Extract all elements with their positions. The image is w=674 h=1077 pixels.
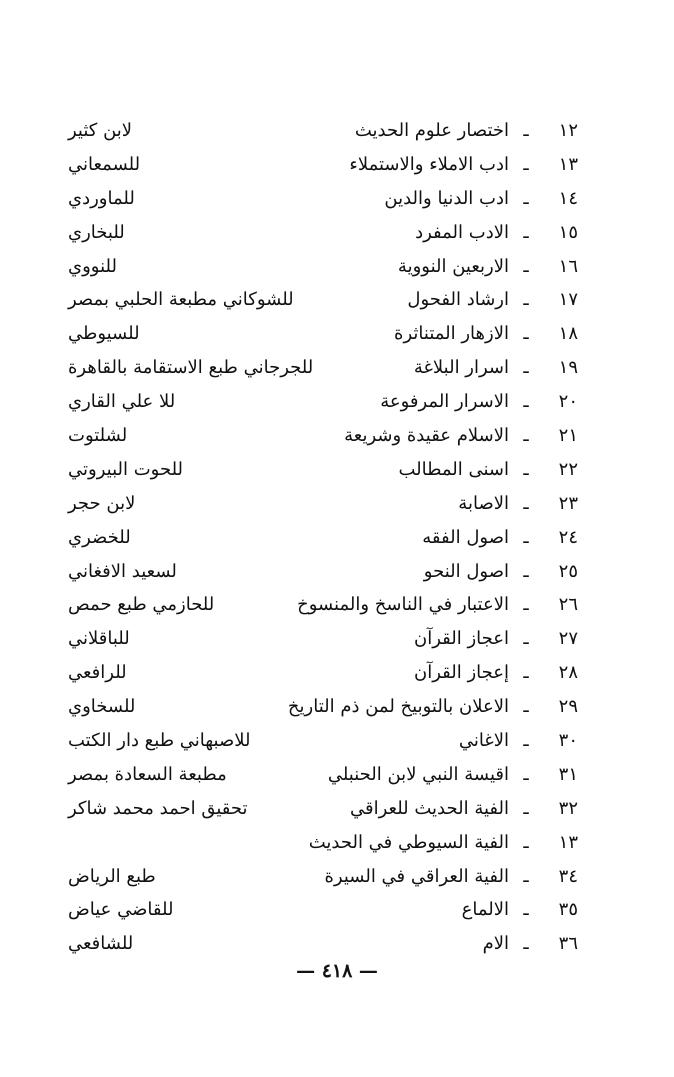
entry-number: ١٩ <box>558 357 578 379</box>
entry-title: إعجاز القرآن <box>413 662 509 684</box>
entry-dash: ـ <box>523 763 529 785</box>
entry-number: ٢٥ <box>558 560 578 582</box>
entry-author: للاصبهاني طبع دار الكتب <box>68 730 251 752</box>
entry-author: للبخاري <box>68 221 125 243</box>
list-item <box>0 452 674 486</box>
entry-number: ٢٣ <box>558 492 578 514</box>
entry-author: طبع الرياض <box>68 865 156 887</box>
entry-dash: ـ <box>523 797 529 819</box>
entry-author: تحقيق احمد محمد شاكر <box>68 797 248 819</box>
entry-author: للحازمي طبع حمص <box>68 594 215 616</box>
entry-author: للنووي <box>68 255 117 277</box>
entry-title: اصول الفقه <box>422 526 509 548</box>
list-item <box>0 554 674 588</box>
entry-title: اصول النحو <box>423 560 509 582</box>
entry-dash: ـ <box>523 357 529 379</box>
entry-dash: ـ <box>523 831 529 853</box>
entry-title: اسرار البلاغة <box>413 357 509 379</box>
entry-author: لابن حجر <box>68 492 136 514</box>
list-item <box>0 384 674 418</box>
entry-title: الفية السيوطي في الحديث <box>308 831 509 853</box>
entry-title: الاسرار المرفوعة <box>380 391 509 413</box>
entry-number: ٣٠ <box>558 730 578 752</box>
entry-dash: ـ <box>523 120 529 141</box>
entry-title: اقيسة النبي لابن الحنبلي <box>327 763 509 785</box>
entry-dash: ـ <box>523 865 529 887</box>
entry-number: ٣٤ <box>558 865 578 887</box>
entry-title: ادب الاملاء والاستملاء <box>349 153 509 175</box>
entry-dash: ـ <box>523 526 529 548</box>
entry-author: للسخاوي <box>68 696 136 718</box>
list-item <box>0 825 674 859</box>
entry-number: ٢٦ <box>558 594 578 616</box>
entry-number: ١٤ <box>558 187 578 209</box>
entry-title: الفية الحديث للعراقي <box>349 797 509 819</box>
entry-title: الاعتبار في الناسخ والمنسوخ <box>297 594 509 616</box>
entry-number: ٢٩ <box>558 696 578 718</box>
entry-author: لابن كثير <box>68 120 133 141</box>
entry-author: للا علي القاري <box>68 391 176 413</box>
entry-author: للسيوطي <box>68 323 140 345</box>
entry-dash: ـ <box>523 933 529 955</box>
entry-author: مطبعة السعادة بمصر <box>68 763 227 785</box>
entry-dash: ـ <box>523 696 529 718</box>
entry-dash: ـ <box>523 730 529 752</box>
list-item <box>0 723 674 757</box>
entry-author: للقاضي عياض <box>68 899 174 921</box>
entry-dash: ـ <box>523 289 529 311</box>
entry-author: للباقلاني <box>68 628 130 650</box>
entry-author: للجرجاني طبع الاستقامة بالقاهرة <box>68 357 314 379</box>
entry-dash: ـ <box>523 255 529 277</box>
entry-title: الادب المفرد <box>415 221 509 243</box>
entry-author: للماوردي <box>68 187 135 209</box>
entry-number: ٣١ <box>558 763 578 785</box>
entry-title: الاعلان بالتوبيخ لمن ذم التاريخ <box>287 696 509 718</box>
entry-number: ١٣ <box>558 831 578 853</box>
list-item <box>0 757 674 791</box>
list-item <box>0 689 674 723</box>
entry-author: للشافعي <box>68 933 134 955</box>
entry-title: اختصار علوم الحديث <box>354 120 509 141</box>
list-item <box>0 113 674 147</box>
entry-number: ٢٢ <box>558 458 578 480</box>
page-number: — ٤١٨ — <box>296 960 378 982</box>
entry-title: الاربعين النووية <box>397 255 509 277</box>
entry-title: الالماع <box>461 899 509 921</box>
entry-dash: ـ <box>523 899 529 921</box>
entry-number: ٣٥ <box>558 899 578 921</box>
entry-number: ١٨ <box>558 323 578 345</box>
list-item <box>0 147 674 181</box>
bibliography-list <box>0 113 674 960</box>
entry-number: ١٢ <box>558 120 578 141</box>
entry-author: للحوت البيروتي <box>68 458 184 480</box>
entry-number: ١٧ <box>558 289 578 311</box>
entry-author: للرافعي <box>68 662 127 684</box>
list-item <box>0 418 674 452</box>
list-item <box>0 316 674 350</box>
entry-title: اسنى المطالب <box>398 458 509 480</box>
entry-number: ٣٦ <box>558 933 578 955</box>
entry-dash: ـ <box>523 560 529 582</box>
entry-number: ٢٤ <box>558 526 578 548</box>
list-item <box>0 486 674 520</box>
list-item <box>0 520 674 554</box>
entry-title: الاغاني <box>458 730 509 752</box>
list-item <box>0 859 674 893</box>
entry-dash: ـ <box>523 323 529 345</box>
entry-title: اعجاز القرآن <box>413 628 509 650</box>
entry-dash: ـ <box>523 187 529 209</box>
list-item <box>0 791 674 825</box>
entry-title: الازهار المتناثرة <box>394 323 509 345</box>
entry-author: لشلتوت <box>68 425 128 447</box>
entry-dash: ـ <box>523 221 529 243</box>
entry-author: للخضري <box>68 526 131 548</box>
list-item <box>0 215 674 249</box>
entry-number: ٢١ <box>558 425 578 447</box>
entry-dash: ـ <box>523 425 529 447</box>
entry-dash: ـ <box>523 628 529 650</box>
entry-dash: ـ <box>523 391 529 413</box>
list-item <box>0 587 674 621</box>
entry-dash: ـ <box>523 594 529 616</box>
entry-number: ١٣ <box>558 153 578 175</box>
entry-number: ٢٨ <box>558 662 578 684</box>
entry-title: الاصابة <box>458 492 509 514</box>
entry-dash: ـ <box>523 662 529 684</box>
entry-dash: ـ <box>523 492 529 514</box>
list-item <box>0 282 674 316</box>
list-item <box>0 655 674 689</box>
entry-number: ١٥ <box>558 221 578 243</box>
entry-dash: ـ <box>523 458 529 480</box>
entry-title: الام <box>482 933 509 955</box>
entry-number: ٣٢ <box>558 797 578 819</box>
list-item <box>0 181 674 215</box>
entry-number: ٢٠ <box>558 391 578 413</box>
entry-title: ارشاد الفحول <box>407 289 509 311</box>
entry-title: الاسلام عقيدة وشريعة <box>344 425 509 447</box>
entry-number: ١٦ <box>558 255 578 277</box>
list-item <box>0 350 674 384</box>
entry-title: الفية العراقي في السيرة <box>324 865 509 887</box>
entry-title: ادب الدنيا والدين <box>384 187 509 209</box>
entry-number: ٢٧ <box>558 628 578 650</box>
entry-author: لسعيد الافغاني <box>68 560 177 582</box>
list-item <box>0 926 674 960</box>
list-item <box>0 621 674 655</box>
entry-author: للسمعاني <box>68 153 141 175</box>
entry-author: للشوكاني مطبعة الحلبي بمصر <box>68 289 294 311</box>
entry-dash: ـ <box>523 153 529 175</box>
list-item <box>0 892 674 926</box>
list-item <box>0 249 674 283</box>
